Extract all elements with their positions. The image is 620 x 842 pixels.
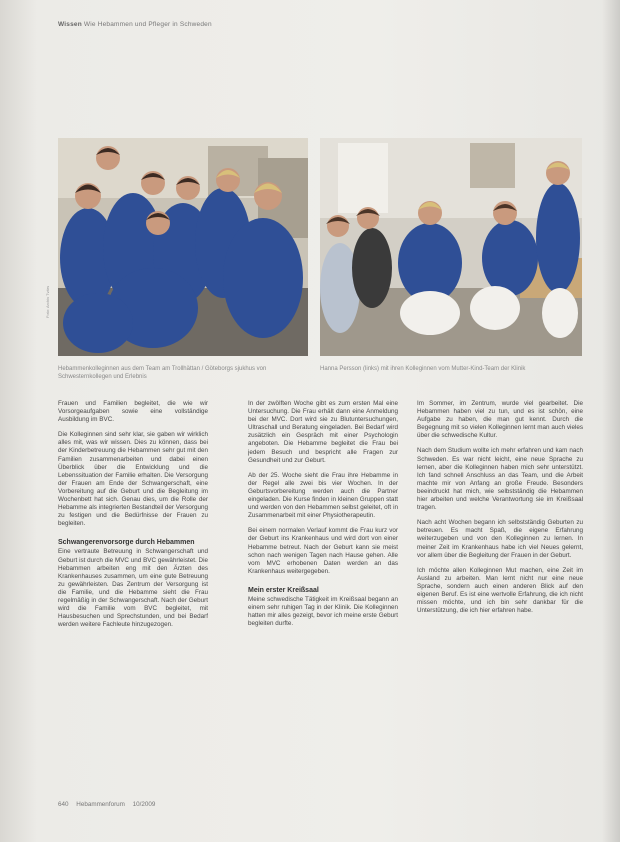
issue-number: 10/2009 [132, 801, 156, 808]
running-head-title: Wie Hebammen und Pfleger in Schweden [83, 21, 212, 28]
photo-staff-group-left [58, 138, 308, 356]
article-column-3 [417, 400, 583, 840]
running-head [58, 21, 212, 28]
paragraph: Nach dem Studium wollte ich mehr erfahren und kam nach Schweden. Es war nicht leicht, eine neue Sprache zu lernen, aber die Kolleginnen haben mich sehr unterstützt. Ich fand schnell Anschluss an das Team, und die Arbeit machte mir von Anfang an große Freude. Besonders beeindruckt hat mich, wie selbstständig die Hebammen hier arbeiten und welche Verantwortung sie im Kreißsaal tragen. [417, 447, 583, 512]
subheading: Schwangerenvorsorge durch Hebammen [58, 539, 195, 547]
page-edge-shadow [602, 0, 620, 842]
paragraph: Ich möchte allen Kolleginnen Mut machen, eine Zeit im Ausland zu arbeiten. Man lernt nicht nur eine neue Sprache, sondern auch einen anderen Blick auf den eigenen Beruf. Es ist eine wertvolle Erfahrung, die ich nicht missen möchte, und ich bin sehr dankbar für die Unterstützung, die ich hier erfahren habe. [417, 566, 583, 615]
paragraph: Ab der 25. Woche sieht die Frau ihre Hebamme in der Regel alle zwei bis vier Wochen. In der Geburtsvorbereitung werden auch die Partner eingeladen. Die Kurse finden in kleinen Gruppen statt und werden von den Hebammen selbst geleitet, oft in Zusammenarbeit mit einer Physiotherapeutin. [248, 471, 398, 520]
page-number: 640 [58, 801, 69, 808]
photo-staff-group-right [320, 138, 582, 356]
paragraph: Frauen und Familien begleitet, die wie wir Vorsorgeaufgaben sowie eine vollständige Ausbildung im BVC. [58, 400, 208, 424]
paragraph: Eine vertraute Betreuung in Schwangerschaft und Geburt ist durch die MVC und BVC gewährleistet. Die Hebammen arbeiten eng mit den Ärzten des Krankenhauses zusammen, um eine gute Betreuung zu gewährleisten. Das Zentrum der Versorgung ist die Familie, und die Hebamme sieht die Frau regelmäßig in der Schwangerschaft. Nach der Geburt wird die Familie vom BVC begleitet, mit Hausbesuchen und Sprechstunden, und bei Bedarf werden weitere Fachleute hinzugezogen. [58, 548, 208, 629]
photo-right-illustration [320, 138, 582, 356]
paragraph: Nach acht Wochen begann ich selbstständig Geburten zu betreuen. Es macht Spaß, die eigene Erfahrung weiterzugeben und von den Kolleginnen zu lernen. In meiner Zeit im Krankenhaus habe ich viel Neues gelernt, vor allem über die Begleitung der Frauen in der Geburt. [417, 519, 583, 559]
photo-caption-left: Hebammenkolleginnen aus dem Team am Trollhättan / Göteborgs sjukhus von Schwesternkollegen und Erlebnis [58, 366, 267, 380]
photo-credit: Foto: Archiv Tvärs [45, 285, 50, 318]
paragraph: Im Sommer, im Zentrum, wurde viel gearbeitet. Die Hebammen haben viel zu tun, und es ist schön, eine Aufgabe zu haben, die man gut kennt. Durch die Begegnung mit so vielen Kolleginnen lernt man auch vieles über die schwedische Kultur. [417, 400, 583, 440]
page-folio [58, 801, 161, 808]
photo-caption-right: Hanna Persson (links) mit ihren Kolleginnen vom Mutter-Kind-Team der Klinik [320, 366, 526, 372]
subheading: Mein erster Kreißsaal [248, 586, 319, 594]
article-column-2 [248, 400, 398, 778]
publication-name: Hebammenforum [76, 801, 125, 808]
paragraph: Meine schwedische Tätigkeit im Kreißsaal begann an einem sehr ruhigen Tag in der Klinik. Die Kolleginnen hatten mir alles gezeigt, bevor ich meine erste Geburt begleiten durfte. [248, 595, 398, 628]
paragraph: Bei einem normalen Verlauf kommt die Frau kurz vor der Geburt ins Krankenhaus und wird dort von einer Hebamme betreut. Nach der Geburt kann sie meist schon nach wenigen Tagen nach Hause gehen. Alle vom MVC erhobenen Daten werden an das Krankenhaus weitergegeben. [248, 527, 398, 575]
paragraph: Die Kolleginnen sind sehr klar, sie gaben wir wirklich alles mit, was wir wissen. Dies zu können, dass bei der Kinderbetreuung die Hebammen sehr gut mit den Familien zusammenarbeiten und dabei einen Überblick über die Entwicklung und die Lebenssituation der Familie erhalten. Die Versorgung der Frauen am Ende der Schwangerschaft, eine Vorbereitung auf die Geburt und die Begleitung im Wochenbett hat sich. Genau dies, um die Rolle der Hebamme als integrierten Bestandteil der Versorgung zu festigen und die Bedürfnisse der Frauen zu begleiten. [58, 431, 208, 528]
running-head-section: Wissen [58, 21, 82, 28]
article-column-1 [58, 400, 208, 778]
paragraph: In der zwölften Woche gibt es zum ersten Mal eine Untersuchung. Die Frau erhält dann eine Anmeldung bei der MVC. Dort wird sie zu Blutuntersuchungen, Ultraschall und Beratung eingeladen. Bei Bedarf wird zusätzlich ein Gespräch mit einer Psychologin angeboten. Die Hebamme begleitet die Frau bei jedem Besuch und bespricht alle Fragen zur Gesundheit und zur Geburt. [248, 400, 398, 464]
photo-left-illustration [58, 138, 308, 356]
